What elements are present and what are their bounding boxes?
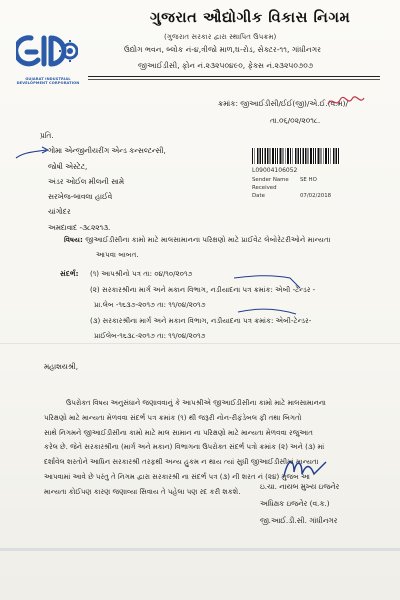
stamp-date-label: Date [252, 193, 265, 199]
subject-text-continued: આપવા બાબત. [96, 250, 139, 259]
letter-date: તા.૦૬/૦૨/૨૦૧૮. [270, 116, 321, 125]
recipient-line: જોષી એસ્ટેટ, [48, 161, 88, 171]
recipient-line: સરખેજ-બાવલા હાઈવે [48, 192, 113, 202]
body-line: દર્શાવેલ શરતોને આધિન સરકારશ્રી તરફથી અન્ય હુકમ ન થાય ત્યાં સુધી જીઆઈડીસીમાં માન્યતા [44, 457, 319, 467]
recipient-line: પ્રતિ. [40, 131, 54, 140]
signatory-line: અધિક્ષક ઇજનેર (વ.ક.) [260, 499, 330, 508]
reference-item: પ્રા.લેબ -૧૬૩૭-૨૦૧૭ તા: ૧૧/૦૪/૨૦૧૭ [94, 300, 206, 309]
stamp-code: L09004106052 [252, 167, 298, 174]
receipt-stamp [238, 142, 368, 210]
body-line: માન્યતા કોઈપણ કારણ જણાવ્યા સિવાય તે પહેલા પણ રદ કરી શકશે. [44, 486, 241, 496]
subject-block [64, 232, 384, 262]
salutation: મહાશયશ્રી, [44, 362, 79, 371]
stamp-sender-label: Sender Name [252, 177, 289, 183]
organization-address: ઉદ્યોગ ભવન, બ્લોક નં-૪,ત્રીજો માળ,ઘ-રોડ, સેક્ટર-૧૧, ગાંધીનગર [124, 45, 322, 54]
body-line: સાથે નિગમને જીઆઈડીસીના કામો માટે માલ સામાન ના પરિક્ષણો માટે માન્યતા મેળવવા રજુઆત [44, 427, 313, 437]
recipient-line: અમદાવાદ -૩૮૨૨૧૩. [48, 222, 111, 232]
body-line: કરેલ છે. જેને સરકારશ્રીના (માર્ગ અને મકાન) વિભાગના ઉપરોક્ત સંદર્ભ પત્રો ક્રમાંક (૨) અને (૩) માં [44, 442, 325, 452]
subject-text: જીઆઈડીસીના કામો માટે માલસામાનના પરિક્ષણો માટે પ્રાઈવેટ લેબોરેટરીઓને માન્યતા [85, 235, 331, 244]
reference-item: (૩) સરકારશ્રીના માર્ગ અને મકાન વિભાગ, નડીયાદના પત્ર ક્રમાંક: એબી-ટેન્ડર- [90, 315, 312, 325]
stamp-received-label: Received [252, 185, 277, 191]
logo-caption: GUJARAT INDUSTRIAL DEVELOPMENT CORPORATION [16, 77, 80, 86]
recipient-line: ગોમા એન્જીનીયરીંગ એન્ડ કન્સલ્ટન્સી, [48, 146, 166, 156]
stamp-date-value: 07/02/2018 [300, 193, 332, 199]
references-list [90, 266, 386, 344]
reference-number: ક્રમાંક: જીઆઈડીસી/ઈઈ(જી)/એ.ઈ.(વ.મ)/ [218, 99, 349, 108]
barcode [252, 148, 340, 164]
organization-phone: જીઆઈડીસી, ફોન નં.૨૩૨૫૦૪૯૦, ફેક્સ નં.૨૩૨૫૦૭૦૭ [138, 61, 314, 70]
body-line: પરિક્ષણો માટે માન્યતા મેળવવા સંદર્ભ પત્ર ક્રમાંક (૧) થી જરૂરી નોન-રીફંડેબલ ફી તથા બિગતો [44, 412, 302, 422]
references-label: સંદર્ભ: [60, 269, 79, 278]
signatory-line: જી.આઈ.ડી.સી. ગાંધીનગર [260, 516, 338, 525]
recipient-line: ચાંગોદર [48, 207, 71, 217]
reference-item: (૨) સરકારશ્રીના માર્ગ અને મકાન વિભાગ, નડીયાદના પત્ર ક્રમાંક: એબી -ટેન્ડર - [90, 284, 316, 294]
gidc-logo [16, 30, 78, 74]
subject-label: વિષય: [64, 235, 83, 244]
paper-fold [0, 548, 400, 551]
signature-block [260, 478, 339, 529]
body-line: આપવામાં આવે છે પરંતુ તે નિગમ દ્વારા સરકારશ્રી ના સંદર્ભ પત્ર (૩) ની શરત નં (૨૪) મુજબ આ [44, 471, 310, 481]
header-divider [88, 79, 380, 80]
organization-name: ગુજરાત ઔદ્યોગીક વિકાસ નિગમ [150, 10, 351, 26]
recipient-line: અંડર ઓઈલ મીલની સામે [48, 176, 124, 186]
reference-item: (૧) આપશ્રીનો પત્ર તા: ૦૪/૧૦/૨૦૧૭ [90, 269, 193, 278]
gidc-logo-icon [16, 30, 78, 74]
recipient-address [40, 128, 166, 235]
stamp-sender-value: SE HO [300, 177, 317, 183]
body-line: ઉપરોક્ત વિષય અનુસંધાને જણાવવાનું કે આપશ્રીએ જીઆઈડીસીના કામો માટે માલસામાનના [66, 398, 326, 407]
organization-tagline: (ગુજરાત સરકાર દ્વારા સ્થાપિત ઉપક્રમ) [164, 32, 277, 41]
reference-item: પ્રાઈલેબ-૧૬૩૮-૨૦૧૭ તા: ૧૧/૦૪/૨૦૧૭ [94, 331, 206, 340]
header-divider [88, 76, 380, 77]
signatory-line: ઇ.ચા. નાયબ મુખ્ય ઇજનેર [260, 482, 340, 491]
